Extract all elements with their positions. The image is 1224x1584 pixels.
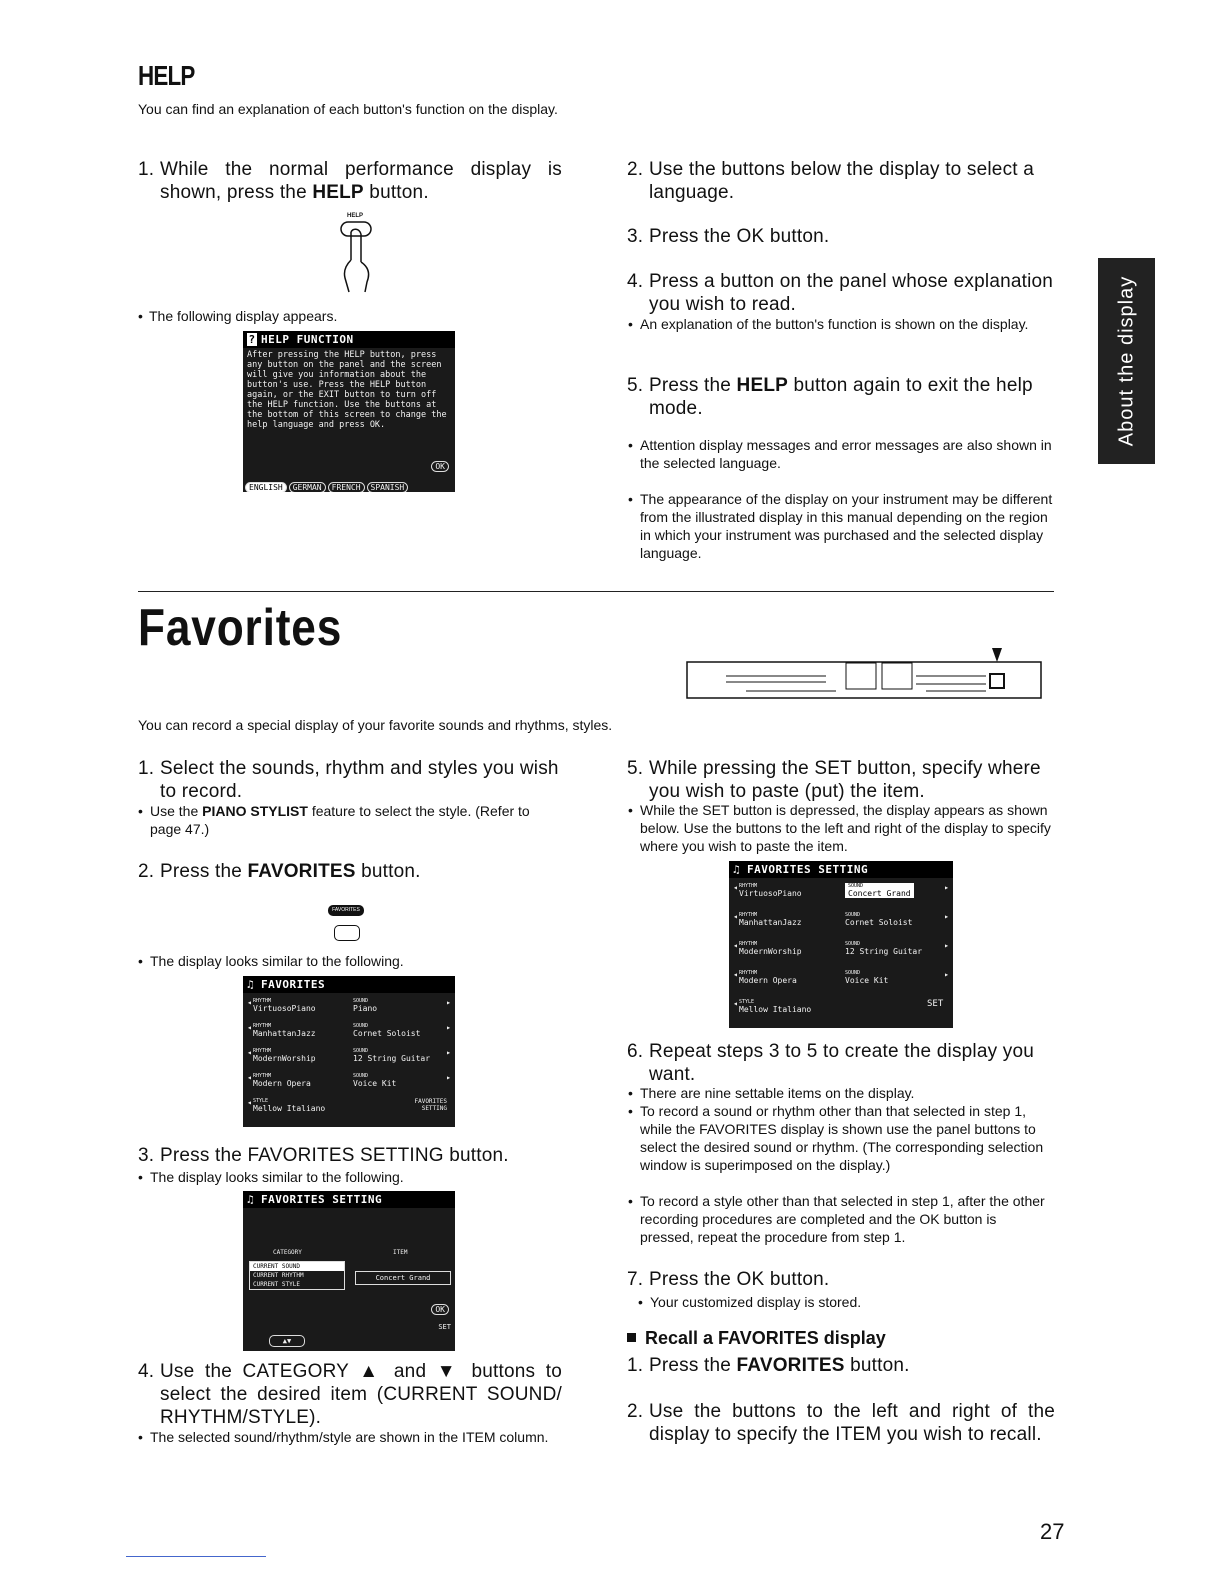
step-text-end: button. (369, 182, 429, 203)
fav-step-5-note: • While the SET button is depressed, the display appears as shown below. Use the buttons to the left and right of the display to specify where you wish to paste the item. (628, 802, 1051, 854)
spanish-button[interactable]: SPANISH (367, 482, 409, 492)
fav-step-6: 6. Repeat steps 3 to 5 to create the display you want. (627, 1041, 1035, 1085)
lcd-title: ♫ FAVORITES SETTING (243, 1191, 455, 1208)
lcd-title: ? HELP FUNCTION (243, 331, 455, 348)
french-button[interactable]: FRENCH (328, 482, 365, 492)
ok-button[interactable]: OK (431, 1304, 449, 1315)
panel-diagram (686, 648, 1042, 700)
english-button[interactable]: ENGLISH (245, 482, 287, 492)
page-number: 27 (1040, 1519, 1065, 1544)
help-step-1 (138, 158, 562, 208)
category-label: CATEGORY (273, 1249, 302, 1256)
help-intro: You can find an explanation of each button's function on the display. (138, 101, 558, 117)
recall-step-1: 1. Press the FAVORITES button. (627, 1355, 910, 1376)
favorites-heading: Favorites (138, 599, 343, 657)
help-heading: HELP (138, 60, 195, 91)
help-step-4-note: • An explanation of the button's function is shown on the display. (628, 316, 1029, 332)
language-buttons (243, 473, 455, 492)
step-number: 1. (138, 159, 155, 180)
favorites-button-icon[interactable] (334, 925, 360, 941)
item-label: ITEM (393, 1249, 408, 1256)
fav-step-1: 1. Select the sounds, rhythm and styles you wish to record. (138, 758, 559, 802)
help-function-display (243, 331, 455, 492)
fav-step-2: 2. Press the FAVORITES button. (138, 861, 421, 882)
square-bullet-icon (627, 1333, 636, 1342)
set-button: SET (927, 999, 944, 1009)
favorites-button-caption: FAVORITES (328, 905, 364, 916)
favorites-icon: ♫ (733, 863, 741, 876)
help-icon: ? (248, 333, 256, 346)
finger-press-icon (327, 220, 387, 300)
ok-button[interactable]: OK (431, 461, 449, 472)
side-tab: About the display (1098, 258, 1155, 464)
lcd-title: ♫ FAVORITES SETTING (729, 861, 953, 878)
category-list (249, 1261, 345, 1290)
step-bold: HELP (312, 182, 364, 203)
category-rhythm[interactable]: CURRENT RHYTHM (253, 1272, 304, 1279)
help-button-caption: HELP (346, 213, 363, 219)
set-button[interactable]: SET (438, 1323, 451, 1331)
category-sound[interactable]: CURRENT SOUND (250, 1262, 344, 1271)
help-step-5: 5. Press the HELP button again to exit the help mode. (627, 375, 1033, 419)
favorites-icon: ♫ (247, 1193, 255, 1206)
favorites-display: ♫ FAVORITES ◂ RHYTHM VirtuosoPiano SOUND Piano ▸ ◂ RHYTHM ManhattanJazz SOUND Cornet Soloist ▸ ◂ RHYTHM ModernWorship SOUND 12 String Guitar ▸ ◂ RHYTHM Modern Opera SOUND Voice Kit ▸ ◂ STYLE Mellow Italiano FAVORITES SETTING (243, 976, 455, 1127)
footer-line (126, 1556, 266, 1557)
fav-step-7: 7. Press the OK button. (627, 1269, 830, 1290)
favorites-intro: You can record a special display of your favorite sounds and rhythms, styles. (138, 717, 613, 733)
favorites-setting-display (243, 1191, 455, 1351)
fav-step-3: 3. Press the FAVORITES SETTING button. (138, 1145, 509, 1166)
fav-step-6-note-3: • To record a style other than that selected in step 1, after the other recording procedures are completed and the OK button is pressed, repeat the procedure from step 1. (628, 1193, 1045, 1245)
help-note-appearance: • The appearance of the display on your instrument may be different from the illustrated display in this manual depending on the region in which your instrument was purchased and the selected display language. (628, 491, 1053, 561)
favorites-setting-paste-display: ♫ FAVORITES SETTING ◂ RHYTHM VirtuosoPiano SOUND Concert Grand ▸ ◂ RHYTHM ManhattanJazz SOUND Cornet Soloist ▸ ◂ RHYTHM ModernWorship SOUND 12 String Guitar ▸ ◂ RHYTHM Modern Opera SOUND Voice Kit ▸ ◂ STYLE Mellow Italiano SET (729, 861, 953, 1028)
help-step-4: 4. Press a button on the panel whose explanation you wish to read. (627, 271, 1054, 315)
fav-step-4: 4. Use the CATEGORY ▲ and ▼ buttons to select the desired item (CURRENT SOUND/ RHYTHM/STYLE). (138, 1361, 562, 1428)
recall-step-2: 2. Use the buttons to the left and right of the display to specify the ITEM you wish to recall. (627, 1401, 1055, 1445)
help-note-attention: • Attention display messages and error messages are also shown in the selected language. (628, 437, 1052, 471)
section-divider (138, 591, 1054, 592)
recall-heading: Recall a FAVORITES display (627, 1328, 886, 1349)
lcd-body: After pressing the HELP button, press any button on the panel and the screen will give you information about the button's use. Press the HELP button again, or the EXIT button to turn off the HELP function. Use the buttons at the bottom of this screen to change the help language and press OK. (247, 350, 447, 430)
favorites-icon: ♫ (247, 978, 255, 991)
fav-step-1-note: • Use the PIANO STYLIST feature to select the style. (Refer to page 47.) (138, 803, 530, 837)
fav-step-5: 5. While pressing the SET button, specify where you wish to paste (put) the item. (627, 758, 1041, 802)
step-text: While the normal performance display is shown, press the (160, 159, 562, 203)
german-button[interactable]: GERMAN (289, 482, 326, 492)
category-style[interactable]: CURRENT STYLE (253, 1281, 300, 1288)
fav-step-6-note-2: • To record a sound or rhythm other than that selected in step 1, while the FAVORITES display is shown use the panel buttons to select the desired sound or rhythm. (The corresponding selection window is superimposed on the display.) (628, 1103, 1044, 1173)
lcd-title: ♫ FAVORITES (243, 976, 455, 993)
category-arrows-icon[interactable]: ▲▼ (269, 1335, 305, 1347)
fav-step-4-note: • The selected sound/rhythm/style are shown in the ITEM column. (138, 1429, 549, 1445)
help-step-3: 3. Press the OK button. (627, 226, 830, 247)
item-value: Concert Grand (355, 1271, 451, 1285)
help-step-2: 2. Use the buttons below the display to select a language. (627, 159, 1035, 203)
